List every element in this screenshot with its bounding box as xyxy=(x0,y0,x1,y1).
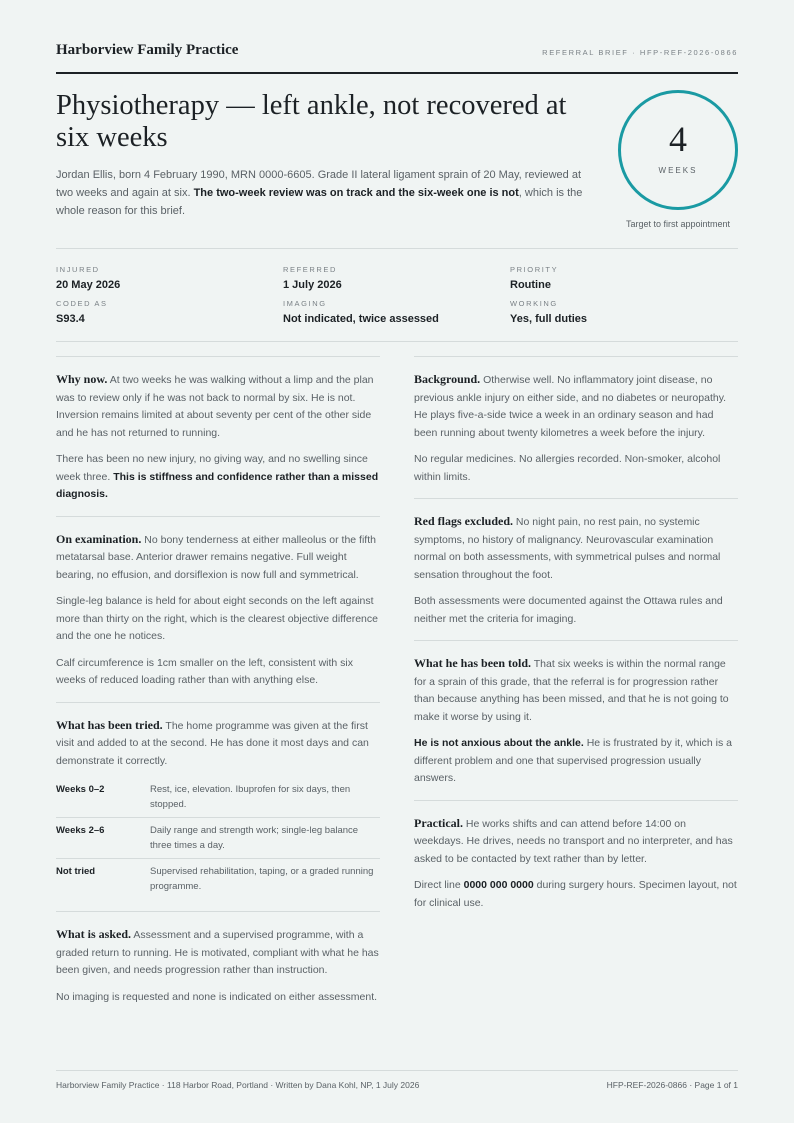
footer-page-info: HFP-REF-2026-0866 · Page 1 of 1 xyxy=(606,1080,738,1090)
table-row xyxy=(56,818,380,859)
section-red-flags xyxy=(414,498,738,640)
treatment-table xyxy=(56,777,380,899)
meta-referred xyxy=(283,265,503,292)
right-column xyxy=(414,356,738,924)
target-weeks-number: 4 xyxy=(669,119,687,159)
section-text: Calf circumference is 1cm smaller on the left, consistent with six weeks of reduced loading rather than with anything else. xyxy=(56,656,354,686)
section-text: There has been no new injury, no giving way, and no swelling since week three. xyxy=(56,453,368,483)
section-text: He works shifts and can attend before 14:00 on weekdays. He drives, needs no transport and no interpreter, and has asked to be contacted by text rather than by letter. xyxy=(414,817,733,865)
meta-label: REFERRED xyxy=(283,265,338,274)
section-background xyxy=(414,356,738,498)
meta-value: Routine xyxy=(510,279,551,291)
meta-label: CODED AS xyxy=(56,299,108,308)
direct-line-number: 0000 000 0000 xyxy=(463,879,534,891)
summary-text: Jordan Ellis, born 4 February 1990, MRN 0000-6605. Grade II lateral ligament sprain of 20 May, reviewed at two weeks and again at six. xyxy=(56,169,582,199)
meta-value: S93.4 xyxy=(56,313,85,325)
page-header xyxy=(56,42,738,74)
footer-practice-info: Harborview Family Practice · 118 Harbor Road, Portland · Written by Dana Kohl, NP, 1 July 2026 xyxy=(56,1080,420,1090)
referral-reference: REFERRAL BRIEF · HFP-REF-2026-0866 xyxy=(542,48,738,57)
table-row xyxy=(56,777,380,818)
section-text: Otherwise well. No inflammatory joint disease, no previous ankle injury on either side, and no diabetes or neuropathy. He plays five-a-side twice a week in an ordinary season and had been running about twenty kilometres a week before the injury. xyxy=(414,374,727,439)
target-weeks-unit: WEEKS xyxy=(658,166,698,175)
treatment-period: Weeks 0–2 xyxy=(56,777,150,818)
section-text: No bony tenderness at either malleolus or the fifth metatarsal base. Anterior drawer remains negative. Full weight bearing, no effusion, and dorsiflexion is now full and symmetrical. xyxy=(56,533,376,581)
section-text: At two weeks he was walking without a limp and the plan was to review only if he was not back to normal by six. He is not. Inversion remains limited at about seventy per cent of the other side and he has not returned to running. xyxy=(56,374,374,439)
meta-coded-as xyxy=(56,299,276,326)
section-what-is-asked xyxy=(56,911,380,1018)
meta-value: 1 July 2026 xyxy=(283,279,342,291)
section-examination xyxy=(56,516,380,702)
meta-injured xyxy=(56,265,276,292)
page-footer xyxy=(56,1070,738,1090)
summary-tail: , which is the whole reason for this brief. xyxy=(56,187,583,217)
target-weeks-badge xyxy=(618,90,738,210)
treatment-period: Not tried xyxy=(56,866,96,877)
treatment-detail: Daily range and strength work; single-leg balance three times a day. xyxy=(150,818,380,859)
treatment-detail: Rest, ice, elevation. Ibuprofen for six days, then stopped. xyxy=(150,777,380,818)
left-column xyxy=(56,356,380,1018)
meta-value: Yes, full duties xyxy=(510,313,588,325)
section-heading: What has been tried. xyxy=(56,717,163,732)
section-text: He is frustrated by it, which is a different problem and one that supervised progression usually answers. xyxy=(414,737,733,784)
section-heading: Background. xyxy=(414,372,481,386)
section-what-he-has-been-told xyxy=(414,640,738,800)
summary-emphasis: The two-week review was on track and the six-week one is not xyxy=(193,187,519,199)
section-text: Direct line xyxy=(414,879,464,891)
section-heading: Red flags excluded. xyxy=(414,514,513,528)
meta-value: 20 May 2026 xyxy=(56,279,121,291)
section-what-has-been-tried xyxy=(56,702,380,912)
section-text: The home programme was given at the first visit and added to at the second. He has done it most days and can demonstrate it correctly. xyxy=(56,719,369,767)
section-emphasis: This is stiffness and confidence rather than a missed diagnosis. xyxy=(56,470,379,500)
referral-page xyxy=(56,0,738,1123)
referral-meta xyxy=(56,248,738,342)
meta-value: Not indicated, twice assessed xyxy=(283,313,439,325)
section-heading: Practical. xyxy=(414,815,463,830)
section-emphasis: He is not anxious about the ankle. xyxy=(414,737,584,749)
section-text: No imaging is requested and none is indicated on either assessment. xyxy=(56,990,378,1003)
section-heading: What is asked. xyxy=(56,927,132,941)
section-text: Single-leg balance is held for about eight seconds on the left against more than thirty on the right, which is the clearest objective difference and the one he notices. xyxy=(56,595,378,642)
meta-label: INJURED xyxy=(56,265,100,274)
section-text: Assessment and a supervised programme, with a graded return to running. He is motivated, compliant with what he has been given, and needs progression rather than instruction. xyxy=(56,929,379,976)
section-heading: What he has been told. xyxy=(414,656,532,670)
section-text: No night pain, no rest pain, no systemic symptoms, no history of malignancy. Neurovascular examination normal on both assessments, with symmetrical pulses and normal sensation throughout the foot. xyxy=(414,516,721,581)
practice-name: Harborview Family Practice xyxy=(56,42,239,58)
section-text: No regular medicines. No allergies recorded. Non-smoker, alcohol within limits. xyxy=(414,453,721,483)
page-title: Physiotherapy — left ankle, not recovered at six weeks xyxy=(56,90,567,153)
treatment-detail: Supervised rehabilitation, taping, or a graded running programme. xyxy=(150,866,374,892)
section-practical xyxy=(414,800,738,925)
section-text: Both assessments were documented against the Ottawa rules and neither met the criteria for imaging. xyxy=(414,595,723,625)
target-caption: Target to first appointment xyxy=(625,219,731,229)
patient-summary xyxy=(56,166,601,220)
meta-label: WORKING xyxy=(510,299,558,308)
section-text: That six weeks is within the normal range for a sprain of this grade, that the referral is for progression rather than because anything has been missed, and that he is not going to make it worse by using it. xyxy=(414,658,729,723)
meta-label: IMAGING xyxy=(283,299,327,308)
table-row xyxy=(56,859,380,900)
meta-priority xyxy=(510,265,730,292)
section-text: during surgery hours. Specimen layout, not for clinical use. xyxy=(414,879,737,909)
section-heading: On examination. xyxy=(56,531,142,546)
meta-label: PRIORITY xyxy=(510,265,559,274)
meta-imaging xyxy=(283,299,503,326)
section-why-now xyxy=(56,356,380,516)
treatment-period: Weeks 2–6 xyxy=(56,818,150,859)
meta-working xyxy=(510,299,730,326)
section-heading: Why now. xyxy=(56,372,108,386)
